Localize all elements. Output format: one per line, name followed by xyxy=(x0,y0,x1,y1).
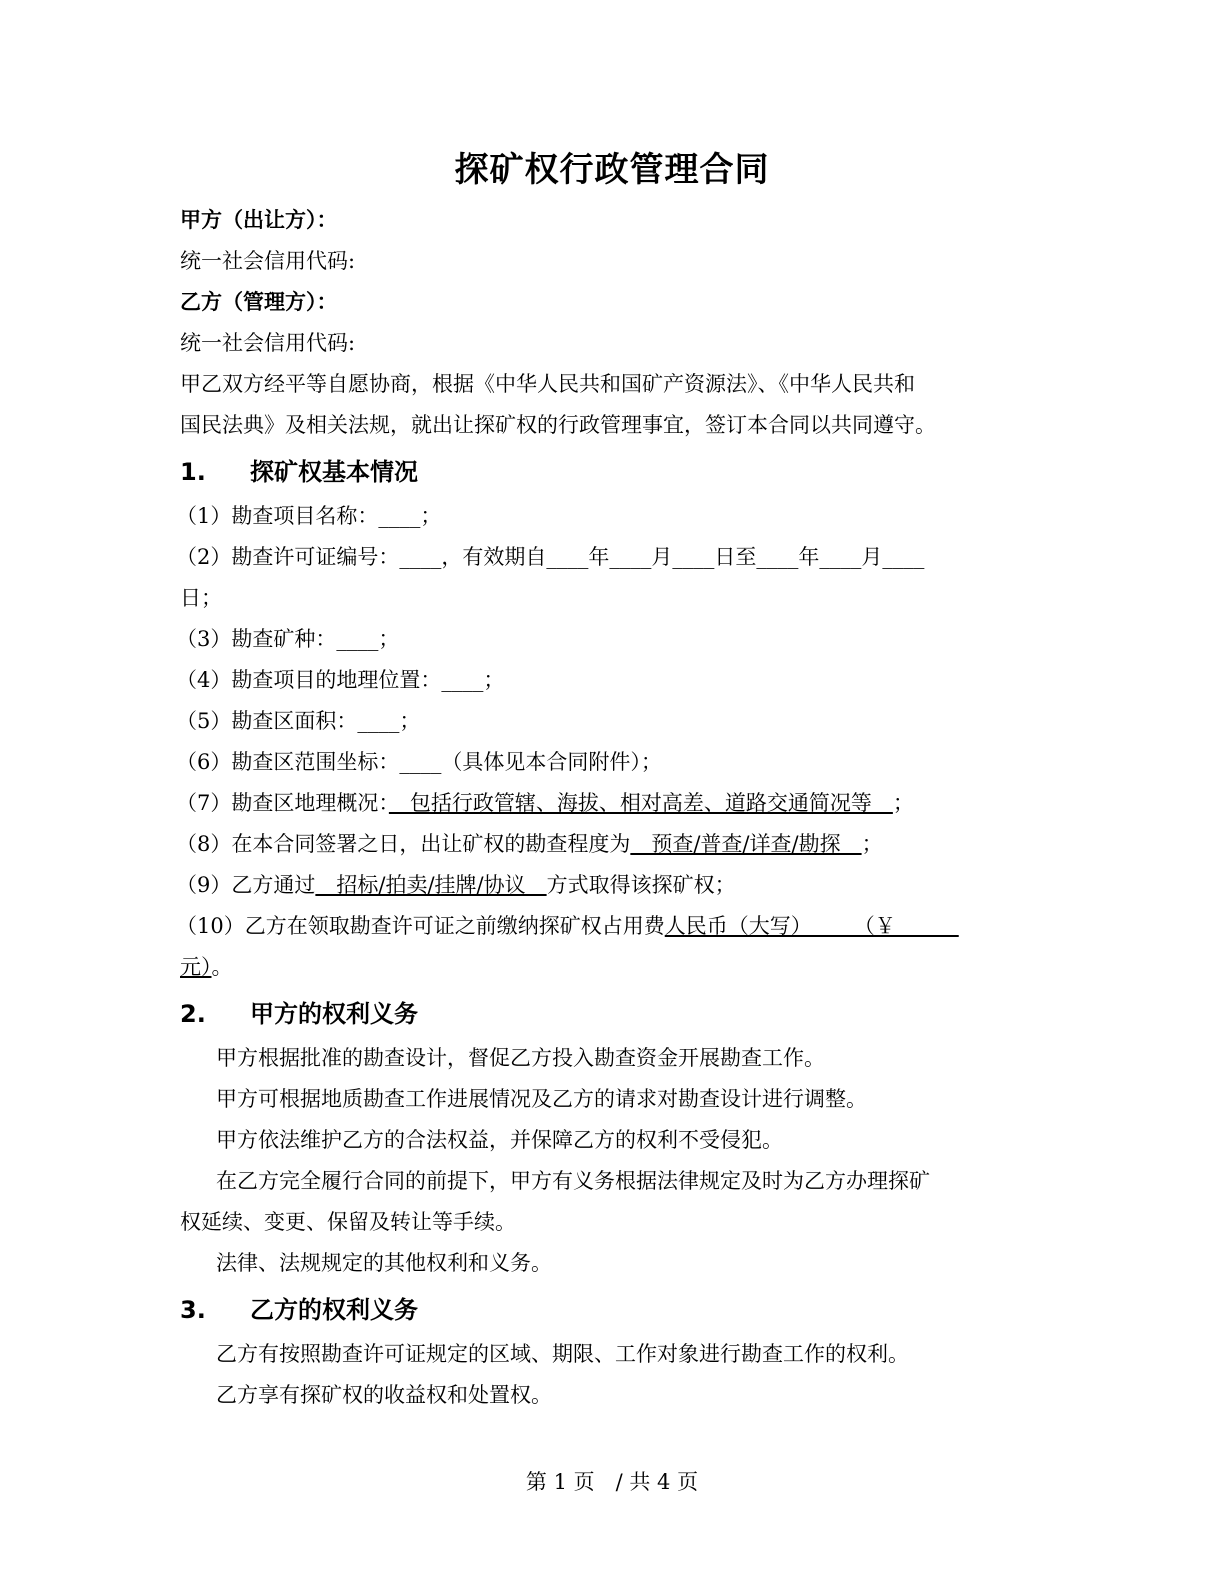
item-10-end: 。 xyxy=(211,955,233,979)
party-b-code: 统一社会信用代码: xyxy=(180,331,356,355)
item-8-fill: 预查/普查/详查/勘探 xyxy=(630,832,862,856)
section-1-heading xyxy=(180,448,1040,496)
item-3: （3）勘查矿种：____； xyxy=(176,627,400,651)
section-2-para-1: 甲方根据批准的勘查设计，督促乙方投入勘查资金开展勘查工作。 xyxy=(216,1046,825,1070)
item-2: （2）勘查许可证编号：____，有效期自____年____月____日至____年____月____ xyxy=(176,545,925,569)
section-number: 3. xyxy=(180,1296,206,1324)
section-title: 乙方的权利义务 xyxy=(250,1296,418,1324)
item-6: （6）勘查区范围坐标：____（具体见本合同附件）； xyxy=(176,750,662,774)
section-2-heading xyxy=(180,990,1040,1038)
item-2-continued: 日； xyxy=(180,586,222,610)
party-a-label: 甲方（出让方）： xyxy=(180,208,338,232)
intro-line-1: 甲乙双方经平等自愿协商，根据《中华人民共和国矿产资源法》、《中华人民共和 xyxy=(180,372,915,396)
party-b-label: 乙方（管理方）： xyxy=(180,290,338,314)
document-body xyxy=(176,200,1040,1416)
section-title: 甲方的权利义务 xyxy=(250,1000,418,1028)
item-9 xyxy=(176,865,1040,906)
item-7 xyxy=(176,783,1040,824)
section-2-para-2: 甲方可根据地质勘查工作进展情况及乙方的请求对勘查设计进行调整。 xyxy=(216,1087,867,1111)
section-3-para-2: 乙方享有探矿权的收益权和处置权。 xyxy=(216,1383,552,1407)
section-2-para-5: 法律、法规规定的其他权利和义务。 xyxy=(216,1251,552,1275)
section-3-para-1: 乙方有按照勘查许可证规定的区域、期限、工作对象进行勘查工作的权利。 xyxy=(216,1342,909,1366)
item-9-end: 方式取得该探矿权； xyxy=(546,873,736,897)
document-title: 探矿权行政管理合同 xyxy=(454,150,770,190)
item-5: （5）勘查区面积：____； xyxy=(176,709,421,733)
section-3-heading xyxy=(180,1286,1040,1334)
item-10-text: （10）乙方在领取勘查许可证之前缴纳探矿权占用费 xyxy=(176,914,665,938)
item-7-text: （7）勘查区地理概况： xyxy=(176,791,389,815)
item-10-fill: 人民币（大写） （￥ xyxy=(664,914,959,938)
intro-line-2: 国民法典》及相关法规，就出让探矿权的行政管理事宜，签订本合同以共同遵守。 xyxy=(180,413,936,437)
item-10 xyxy=(176,906,1040,947)
item-8 xyxy=(176,824,1040,865)
page-footer: 第 1 页 / 共 4 页 xyxy=(525,1470,699,1494)
item-8-text: （8）在本合同签署之日，出让矿权的勘查程度为 xyxy=(176,832,631,856)
item-10-continued xyxy=(180,947,1040,988)
item-10-fill-end: 元） xyxy=(180,955,212,979)
item-4: （4）勘查项目的地理位置：____； xyxy=(176,668,505,692)
section-2-para-4: 在乙方完全履行合同的前提下，甲方有义务根据法律规定及时为乙方办理探矿 xyxy=(216,1169,930,1193)
item-8-end: ； xyxy=(861,832,883,856)
item-9-text: （9）乙方通过 xyxy=(176,873,316,897)
section-number: 1. xyxy=(180,458,206,486)
section-title: 探矿权基本情况 xyxy=(250,458,418,486)
item-9-fill: 招标/拍卖/挂牌/协议 xyxy=(315,873,547,897)
item-1: （1）勘查项目名称：____； xyxy=(176,504,442,528)
section-2-para-3: 甲方依法维护乙方的合法权益，并保障乙方的权利不受侵犯。 xyxy=(216,1128,783,1152)
party-a-code: 统一社会信用代码: xyxy=(180,249,356,273)
item-7-end: ； xyxy=(892,791,914,815)
section-2-para-4-continued: 权延续、变更、保留及转让等手续。 xyxy=(180,1210,516,1234)
section-number: 2. xyxy=(180,1000,206,1028)
item-7-fill: 包括行政管辖、海拔、相对高差、道路交通简况等 xyxy=(388,791,893,815)
